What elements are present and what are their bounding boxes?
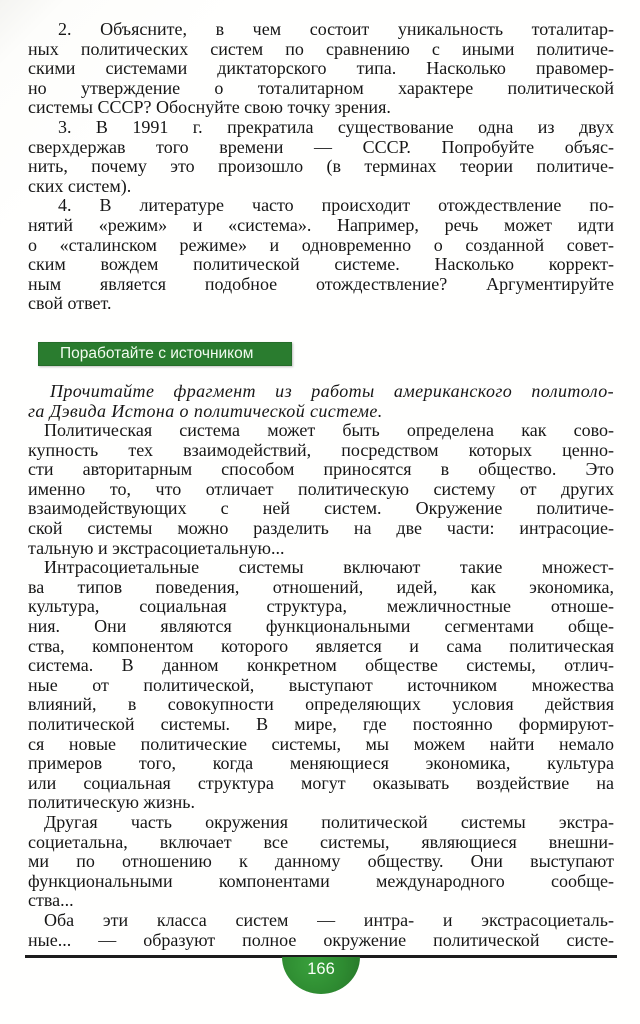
page-number-badge [282, 957, 360, 994]
text-line: взаимодействующих с ней систем. Окружение политиче- [28, 498, 614, 519]
text-line: системы СССР? Обоснуйте свою точку зрения. [28, 97, 391, 118]
text-line: ства, компонентом которого является и сама политическая [28, 635, 614, 656]
page-number: 166 [307, 960, 335, 978]
text-line: функциональными компонентами международного сообще- [28, 870, 614, 891]
text-line: ния. Они являются функциональными сегментами обще- [28, 616, 614, 637]
source-paragraph-4 [28, 911, 614, 950]
text-line: социетальна, включает все системы, являющиеся внешни- [28, 831, 614, 852]
text-line: 3. В 1991 г. прекратила существование одна из двух [58, 116, 614, 137]
source-paragraph-2 [28, 558, 614, 813]
work-with-source-banner [38, 342, 292, 366]
text-line: тальную и экстрасоциетальную... [28, 537, 285, 558]
text-line: именно то, что отличает политическую систему от других [28, 478, 614, 499]
text-line: нятий «режим» и «система». Например, речь может идти [28, 214, 614, 235]
text-line: Другая часть окружения политической системы экстра- [44, 811, 614, 832]
question-paragraph-4 [28, 196, 614, 314]
text-line: или социальная структура могут оказывать воздействие на [28, 772, 614, 793]
text-line: ным является подобное отождествление? Аргументируйте [28, 273, 614, 294]
text-line: система. В данном конкретном обществе системы, отлич- [28, 655, 614, 676]
text-line: ся новые политические системы, мы можем найти немало [28, 733, 614, 754]
text-line: влияний, в совокупности определяющих условия действия [28, 694, 614, 715]
questions-section [28, 20, 614, 314]
text-line: ской системы можно разделить на две части: интрасоцие- [28, 518, 614, 539]
text-line: нить, почему это произошло (в терминах теории политиче- [28, 156, 614, 177]
text-line: скими системами диктаторского типа. Насколько правомер- [28, 58, 614, 79]
text-line: ми по отношению к данному обществу. Они выступают [28, 851, 614, 872]
text-line: Интрасоциетальные системы включают такие множест- [44, 557, 614, 578]
source-section [28, 382, 614, 950]
text-line: Прочитайте фрагмент из работы американского политоло- [50, 380, 614, 401]
banner-label: Поработайте с источником [60, 345, 254, 363]
text-line: сверхдержав того времени — СССР. Попробуйте объяс- [28, 136, 614, 157]
text-line: ским вождем политической системе. Насколько коррект- [28, 254, 614, 275]
text-line: ства... [28, 890, 74, 911]
text-line: культура, социальная структура, межличностные отноше- [28, 596, 614, 617]
text-line: 2. Объясните, в чем состоит уникальность тоталитар- [58, 19, 614, 39]
source-paragraph-3 [28, 813, 614, 911]
text-line: примеров того, когда меняющиеся экономика, культура [28, 753, 614, 774]
question-paragraph-3 [28, 118, 614, 196]
question-paragraph-2 [28, 20, 614, 118]
text-line: ные... — образуют полное окружение политической систе- [28, 929, 614, 950]
text-line: 4. В литературе часто происходит отождествление по- [58, 195, 614, 216]
text-line: ных политических систем по сравнению с иными политиче- [28, 38, 614, 59]
text-line: политической системы. В мире, где постоянно формируют- [28, 714, 614, 734]
text-line: Оба эти класса систем — интра- и экстрасоциеталь- [44, 909, 614, 930]
text-line: ные от политической, выступают источником множества [28, 674, 614, 695]
text-line: ских систем). [28, 175, 132, 196]
text-line: политическую жизнь. [28, 792, 195, 813]
text-line: купность тех взаимодействий, посредством которых ценно- [28, 439, 614, 460]
text-line: га Дэвида Истона о политической системе. [28, 400, 383, 421]
text-line: Политическая система может быть определена как сово- [44, 420, 614, 441]
text-line: ва типов поведения, отношений, идей, как экономика, [28, 576, 614, 597]
source-intro [28, 382, 614, 421]
text-line: свой ответ. [28, 293, 112, 314]
text-line: сти авторитарным способом приносятся в общество. Это [28, 459, 614, 480]
source-paragraph-1 [28, 421, 614, 558]
text-line: но утверждение о тоталитарном характере политической [28, 77, 614, 98]
text-line: о «сталинском режиме» и одновременно о созданной совет- [28, 234, 614, 255]
